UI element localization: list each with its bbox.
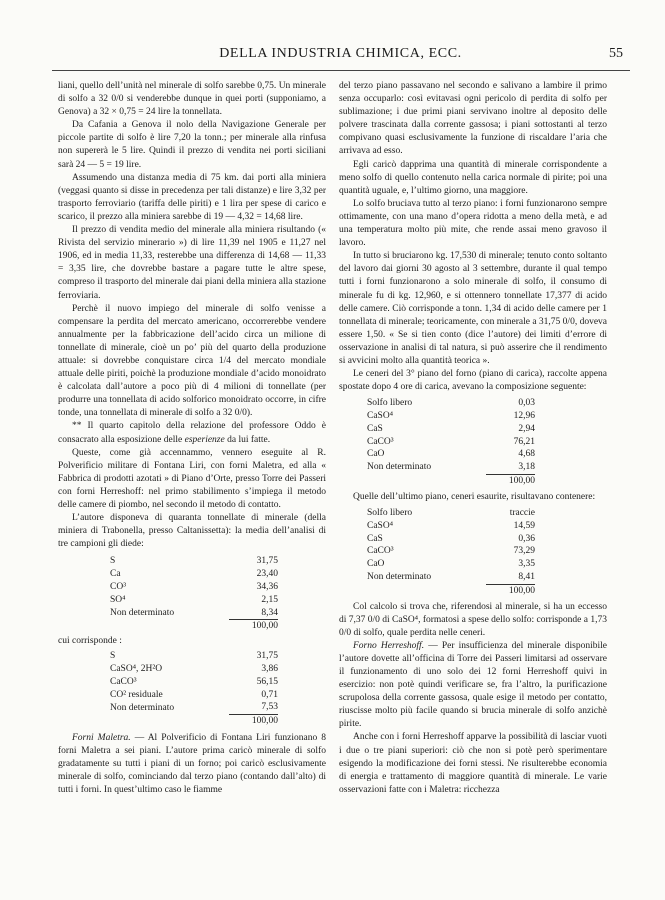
row-label: CO² residuale — [110, 689, 163, 700]
table-row — [110, 607, 278, 620]
table-row — [110, 594, 278, 607]
table-row — [110, 568, 278, 581]
table-row — [367, 436, 535, 449]
paragraph: Queste, come già accennammo, vennero eseguite al R. Polverificio militare di Fontana Liri, con forni Maletra, ed alla « Fabbrica di prodotti azotati » di Piano d’Orte, presso Torre dei Passeri con forni Herreshoff: nel primo stabilimento s’impiega il metodo delle camere di piombo, nel secondo il metodo di contatto. — [58, 447, 326, 510]
row-label: CaO — [367, 449, 385, 460]
row-value: 31,75 — [256, 651, 278, 662]
row-value: 3,18 — [518, 462, 535, 473]
row-value: 34,36 — [256, 581, 278, 592]
row-label: S — [110, 651, 116, 662]
table-total: 100,00 — [486, 584, 535, 597]
paragraph: Anche con i forni Herreshoff apparve la possibilità di lasciar vuoti i due o tre piani superiori: ciò che non si potè però sperimentare esigendo la modificazione dei forni stessi. Ne risulterebbe economia di energia e trattamento di maggiore quantità di minerale. Le varie osservazioni fatte con i Maletra: ricchezza — [339, 732, 607, 795]
row-label: Non determinato — [367, 572, 432, 583]
row-label: CO³ — [110, 581, 127, 592]
right-column — [339, 80, 607, 797]
row-value: 2,94 — [518, 423, 535, 434]
paragraph: cui corrisponde : — [58, 636, 122, 647]
paragraph: ** Il quarto capitolo della relazione del professore Oddo è consacrato alla esposizione delle esperienze da lui fatte. — [58, 421, 326, 445]
row-label: Non determinato — [367, 462, 432, 473]
row-value: 14,59 — [513, 520, 535, 531]
table-row — [110, 689, 278, 702]
table-row — [110, 663, 278, 676]
paragraph: Col calcolo si trova che, riferendosi al minerale, si ha un eccesso di 7,37 0/0 di CaSO⁴, formatosi a spese dello solfo: corrisponde a 1,73 0/0 di solfo, quale perdita nelle ceneri. — [339, 601, 607, 638]
table-row — [367, 410, 535, 423]
paragraph: Da Cafania a Genova il nolo della Navigazione Generale per piccole partite di solfo è lire 7,20 la tonn.; per minerale alla rinfusa non supererà le 5 lire. Quindi il prezzo di vendita nei porti siciliani sarà 24 — 5 = 19 lire. — [58, 120, 326, 170]
paragraph: Lo solfo bruciava tutto al terzo piano: i forni funzionarono sempre ottimamente, con una mano d’opera ridotta a meno della metà, e ad una temperatura molto più mite, che rende assai meno gravoso il lavoro. — [339, 198, 607, 249]
row-label: CaSO⁴ — [367, 411, 394, 422]
paragraph: Quelle dell’ultimo piano, ceneri esaurite, risultavano contenere: — [353, 491, 596, 502]
row-label: Non determinato — [110, 702, 175, 713]
table-total: 100,00 — [229, 715, 278, 728]
row-value: 0,03 — [518, 398, 535, 409]
row-label: CaS — [367, 533, 383, 544]
row-label: S — [110, 556, 116, 567]
table-row — [367, 461, 535, 474]
row-value: 0,36 — [518, 533, 535, 544]
table-total: 100,00 — [486, 475, 535, 488]
table-row — [367, 397, 535, 410]
table-row — [367, 520, 535, 533]
row-label: CaSO⁴, 2H²O — [110, 664, 163, 675]
left-column — [58, 80, 326, 798]
paragraph: liani, quello dell’unità nel minerale di solfo sarebbe 0,75. Un minerale di solfo a 32 0/0 si venderebbe dunque in quei porti (supponiamo, a Genova) a 32 × 0,75 = 24 lire la tonnellata. — [58, 81, 326, 118]
row-label: CaCO³ — [367, 436, 394, 447]
ash-table-third-floor — [367, 397, 535, 488]
paragraph: In tutto si bruciarono kg. 17,530 di minerale; tenuto conto soltanto del lavoro dai giorni 30 agosto al 3 settembre, durante il qual tempo tutti i forni funzionarono a solo minerale di solfo, il consumo di minerale fu di kg. 12,960, e si ottennero tonnellate 17,377 di acido delle camere. Ciò corrisponde a tonn. 1,34 di acido delle camere per 1 tonnellata di minerale; teoricamente, con minerale a 31,75 0/0, doveva essere 1,50. « Se si tien conto (dice l’autore) dei limiti d’errore di osservazione in analisi di tal natura, si può asserire che il rendimento si avvicini molto alla quantità teorica ». — [339, 251, 608, 366]
table-row — [367, 448, 535, 461]
table-row — [110, 581, 278, 594]
paragraph: Egli caricò dapprima una quantità di minerale corrispondente a meno solfo di quello contenuto nella carica normale di pirite; poi una quantità uguale, e, l’ultimo giorno, una maggiore. — [339, 159, 607, 196]
table-row — [367, 507, 535, 520]
analysis-table — [110, 555, 278, 633]
paragraph: Perchè il nuovo impiego del minerale di solfo venisse a compensare la perdita del mercato americano, occorrerebbe vendere annualmente per la fabbricazione dell’acido circa un milione di tonnellate di minerale, cioè un po’ più del quarto della produzione attuale: si dovrebbe conquistare circa 1/4 del mercato mondiale attuale delle piriti, poichè la produzione mondiale d’acido monoidrato è calcolata dall’autore a poco più di 4 milioni di tonnellate (per produrre una tonnellata di acido solforico monoidrato occorre, in cifre tonde, una tonnellata di minerale di solfo a 32 0/0). — [58, 303, 326, 419]
table-row — [110, 701, 278, 714]
row-value: 8,41 — [518, 571, 535, 582]
row-label: Ca — [110, 569, 121, 580]
row-value: 12,96 — [513, 411, 535, 422]
paragraph: Forni Maletra. — Al Polverificio di Fontana Liri funzionano 8 forni Maletra a sei piani. L’autore prima caricò minerale di solfo gradatamente su tutti i piani di un forno; poi caricò esclusivamente minerale di solfo, cominciando dal terzo piano (contando dall’alto) di tutti i forni. In quest’ultimo caso le fiamme — [58, 733, 326, 796]
table-row — [367, 423, 535, 436]
row-label: CaCO³ — [367, 546, 394, 557]
row-label: CaCO³ — [110, 676, 137, 687]
table-row — [110, 650, 278, 663]
header-title: DELLA INDUSTRIA CHIMICA, ECC. — [219, 46, 462, 61]
row-value: 3,86 — [261, 664, 278, 675]
table-row — [367, 571, 535, 584]
row-value: 2,15 — [261, 594, 278, 605]
row-value: 7,53 — [261, 702, 278, 713]
page-number: 55 — [609, 46, 623, 61]
row-value: 73,29 — [513, 546, 535, 557]
header-rule — [52, 70, 630, 71]
row-value: traccie — [509, 507, 535, 518]
row-label: Non determinato — [110, 607, 175, 618]
row-value: 23,40 — [256, 569, 278, 580]
row-label: CaO — [367, 559, 385, 570]
table-row — [110, 555, 278, 568]
table-row — [367, 533, 535, 546]
row-label: Solfo libero — [367, 507, 413, 518]
paragraph: Le ceneri del 3° piano del forno (piano di carica), raccolte appena spostate dopo 4 ore di carica, avevano la composizione seguente: — [339, 369, 607, 393]
paragraph: Assumendo una distanza media di 75 km. dai porti alla miniera (veggasi quanto si disse in precedenza per tali distanze) e lire 3,32 per trasporto ferroviario (tariffa delle piriti) e 1 lira per spese di carico e scarico, il prezzo alla miniera sarebbe di 19 — 4,32 = 14,68 lire. — [58, 172, 326, 222]
row-value: 8,34 — [261, 607, 278, 618]
paragraph: L’autore disponeva di quaranta tonnellate di minerale (della miniera di Trabonella, presso Caltanissetta): la media dell’analisi di tre campioni gli diede: — [58, 513, 326, 550]
row-label: SO⁴ — [110, 594, 126, 605]
ash-table-last-floor — [367, 507, 535, 598]
row-value: 4,68 — [518, 449, 535, 460]
table-row — [367, 558, 535, 571]
row-value: 3,35 — [518, 559, 535, 570]
row-label: CaSO⁴ — [367, 520, 394, 531]
table-total: 100,00 — [229, 620, 278, 633]
paragraph: Forno Herreshoff. — Per insufficienza del minerale disponibile l’autore dovette all’officina di Torre dei Passeri limitarsi ad osservare il funzionamento di uno solo dei 12 forni Herreshoff quivi in esercizio: non potè quindi verificare se, fra l’altro, la purificazione scrupolosa della corrente gassosa, quale esige il metodo per contatto, riuscisse molto più facile quando si brucia minerale di solfo anzichè pirite. — [339, 640, 608, 730]
row-value: 0,71 — [261, 689, 278, 700]
row-value: 56,15 — [256, 676, 278, 687]
row-label: Solfo libero — [367, 398, 413, 409]
table-row — [110, 676, 278, 689]
row-value: 31,75 — [256, 556, 278, 567]
paragraph: del terzo piano passavano nel secondo e salivano a lambire il primo senza occuparlo: così evitavasi ogni pericolo di perdita di solfo per sublimazione; i due primi piani servivano inoltre al deposito delle polvere trascinata dalla corrente gassosa; i piani sottostanti al terzo compivano quasi esclusivamente la funzione di riscaldare l’aria che arrivava ad esso. — [339, 81, 607, 157]
paragraph: Il prezzo di vendita medio del minerale alla miniera risultando (« Rivista del servizio minerario ») di lire 11,39 nel 1905 e 11,27 nel 1906, ed in media 11,33, resterebbe una differenza di 14,68 — 11,33 = 3,35 lire, che dovrebbe bastare a pagare tutte le altre spese, compreso il trasporto del minerale dai piani della miniera alla stazione ferroviaria. — [58, 225, 326, 301]
section-mark: ** — [72, 421, 82, 432]
running-header — [58, 46, 623, 66]
table-row — [367, 545, 535, 558]
composition-table — [110, 650, 278, 728]
row-label: CaS — [367, 423, 383, 434]
row-value: 76,21 — [513, 436, 535, 447]
